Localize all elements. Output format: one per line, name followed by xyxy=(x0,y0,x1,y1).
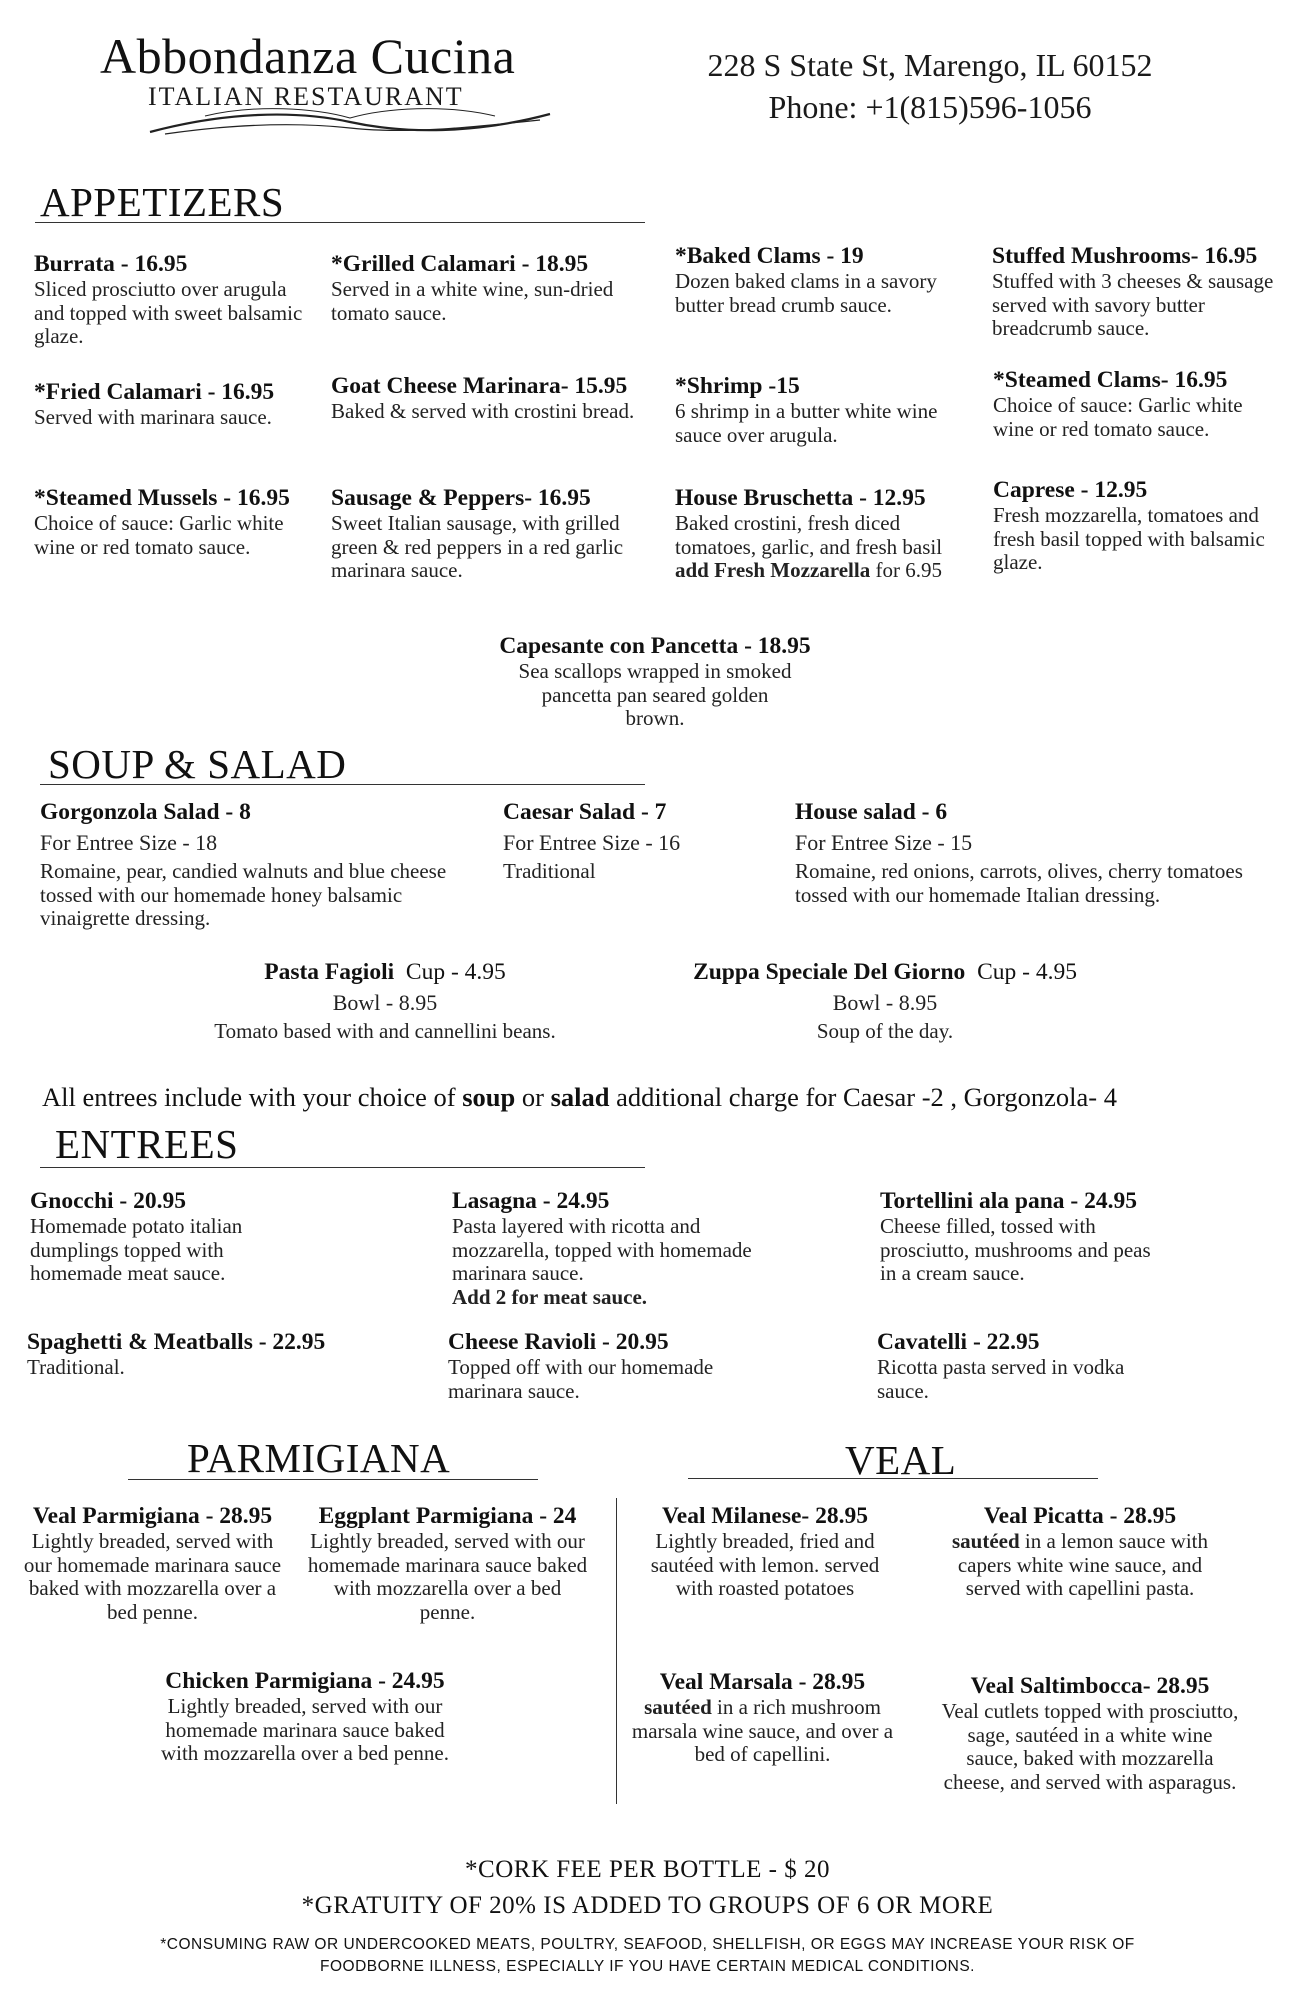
menu-item xyxy=(448,1328,768,1403)
menu-item xyxy=(331,250,661,325)
item-name: Lasagna - 24.95 xyxy=(452,1188,610,1214)
menu-item xyxy=(992,242,1282,341)
menu-item xyxy=(993,366,1283,441)
item-name: Veal Marsala - 28.95 xyxy=(659,1669,866,1695)
soup-item xyxy=(665,958,1105,1044)
item-desc-method: sautéed xyxy=(951,1529,1020,1553)
item-name: Veal Parmigiana - 28.95 xyxy=(32,1503,273,1529)
menu-item xyxy=(675,484,950,583)
item-name: Zuppa Speciale Del Giorno xyxy=(693,959,966,985)
veal-divider xyxy=(688,1478,1098,1479)
item-name: *Steamed Mussels - 16.95 xyxy=(34,485,290,511)
item-name: Caesar Salad - 7 xyxy=(503,799,667,825)
item-desc-text: Baked crostini, fresh diced tomatoes, garlic, and fresh basil xyxy=(675,511,943,559)
item-desc: Tomato based with and cannellini beans. xyxy=(214,1019,556,1043)
menu-item xyxy=(470,632,840,731)
item-desc: Sea scallops wrapped in smoked pancetta pan seared golden brown. xyxy=(518,659,792,730)
menu-item xyxy=(625,1668,900,1767)
item-desc: Lightly breaded, served with our homemade marinara sauce baked with mozzarella over a bed penne. xyxy=(23,1529,282,1624)
menu-item xyxy=(795,798,1255,907)
item-name: Spaghetti & Meatballs - 22.95 xyxy=(27,1329,326,1355)
menu-item xyxy=(145,1667,465,1766)
item-name: Cheese Ravioli - 20.95 xyxy=(448,1329,669,1355)
item-desc: Choice of sauce: Garlic white wine or red tomato sauce. xyxy=(34,511,284,559)
item-desc: 6 shrimp in a butter white wine sauce over arugula. xyxy=(675,399,938,447)
column-divider xyxy=(616,1498,617,1804)
item-desc: Topped off with our homemade marinara sauce. xyxy=(448,1355,714,1403)
item-desc: Lightly breaded, fried and sautéed with lemon. served with roasted potatoes xyxy=(650,1529,880,1600)
menu-item xyxy=(877,1328,1167,1403)
item-name: *Grilled Calamari - 18.95 xyxy=(331,251,589,277)
menu-item xyxy=(20,1502,285,1624)
restaurant-brand xyxy=(100,28,560,112)
item-desc: Dozen baked clams in a savory butter bread crumb sauce. xyxy=(675,269,937,317)
menu-item xyxy=(331,484,631,583)
item-desc: Traditional xyxy=(503,859,596,883)
item-name: Goat Cheese Marinara- 15.95 xyxy=(331,373,628,399)
flourish-ornament-icon xyxy=(145,104,555,144)
phone: Phone: +1(815)596-1056 xyxy=(768,89,1092,125)
item-desc-text: in a rich mushroom marsala wine sauce, and over a bed of capellini. xyxy=(631,1695,894,1766)
item-name: Chicken Parmigiana - 24.95 xyxy=(165,1668,445,1694)
item-name: *Steamed Clams- 16.95 xyxy=(993,367,1228,393)
cork-fee: *CORK FEE PER BOTTLE - $ 20 xyxy=(465,1856,830,1883)
menu-item xyxy=(930,1502,1230,1601)
menu-item xyxy=(305,1502,590,1624)
item-desc-addon: add Fresh Mozzarella xyxy=(675,558,871,582)
menu-item xyxy=(880,1187,1170,1286)
menu-item xyxy=(331,372,641,424)
item-name: Veal Milanese- 28.95 xyxy=(661,1503,869,1529)
item-desc: Served with marinara sauce. xyxy=(34,405,272,429)
item-desc: Fresh mozzarella, tomatoes and fresh basil topped with balsamic glaze. xyxy=(993,503,1265,574)
item-desc: Served in a white wine, sun-dried tomato sauce. xyxy=(331,277,614,325)
item-name: House Bruschetta - 12.95 xyxy=(675,485,926,511)
item-desc: Soup of the day. xyxy=(816,1019,954,1043)
menu-item xyxy=(452,1187,762,1309)
entrees-divider xyxy=(40,1167,645,1168)
appetizers-divider xyxy=(35,222,645,223)
item-desc-tail: for 6.95 xyxy=(875,558,942,582)
item-name: Veal Picatta - 28.95 xyxy=(983,1503,1177,1529)
item-desc: Ricotta pasta served in vodka sauce. xyxy=(877,1355,1125,1403)
address: 228 S State St, Marengo, IL 60152 xyxy=(707,47,1153,83)
item-name: *Baked Clams - 19 xyxy=(675,243,864,269)
item-desc xyxy=(675,512,950,583)
note-surcharge: additional charge for Caesar -2 , Gorgonzola- 4 xyxy=(616,1082,1117,1112)
parmigiana-divider xyxy=(128,1479,538,1480)
item-desc: Romaine, red onions, carrots, olives, cherry tomatoes tossed with our homemade Italian dressing. xyxy=(795,859,1243,907)
item-cup-price: Cup - 4.95 xyxy=(977,959,1077,985)
menu-item xyxy=(34,378,324,430)
item-desc: Romaine, pear, candied walnuts and blue cheese tossed with our homemade honey balsamic vinaigrette dressing. xyxy=(40,859,447,930)
item-desc: Pasta layered with ricotta and mozzarella, topped with homemade marinara sauce. xyxy=(452,1214,752,1285)
item-name: Caprese - 12.95 xyxy=(993,477,1148,503)
item-name: Eggplant Parmigiana - 24 xyxy=(318,1503,577,1529)
parmigiana-title: PARMIGIANA xyxy=(187,1435,451,1481)
menu-item xyxy=(675,242,960,317)
item-name: *Fried Calamari - 16.95 xyxy=(34,379,275,405)
item-desc: Stuffed with 3 cheeses & sausage served with savory butter breadcrumb sauce. xyxy=(992,269,1274,340)
item-desc: Lightly breaded, served with our homemade marinara sauce baked with mozzarella over a bed penne. xyxy=(160,1694,450,1765)
note-salad: salad xyxy=(550,1082,610,1112)
contact-info xyxy=(690,44,1170,128)
entrees-title: ENTREES xyxy=(55,1121,239,1167)
item-name: Gorgonzola Salad - 8 xyxy=(40,799,251,825)
item-desc: Baked & served with crostini bread. xyxy=(331,399,635,423)
item-name: Burrata - 16.95 xyxy=(34,251,188,277)
gratuity-note: *GRATUITY OF 20% IS ADDED TO GROUPS OF 6 OR MORE xyxy=(301,1892,994,1919)
health-warning xyxy=(0,1934,1295,1978)
menu-item xyxy=(675,372,950,447)
menu-item xyxy=(34,250,304,349)
item-cup-price: Cup - 4.95 xyxy=(405,959,506,985)
item-bowl-price: Bowl - 8.95 xyxy=(832,990,938,1015)
soup-salad-divider xyxy=(40,784,645,785)
menu-item xyxy=(940,1672,1240,1794)
item-bowl-price: Bowl - 8.95 xyxy=(332,990,438,1015)
menu-item xyxy=(27,1328,387,1380)
item-entree-size: For Entree Size - 15 xyxy=(795,830,973,855)
item-desc xyxy=(625,1696,900,1767)
item-desc-text: in a lemon sauce with capers white wine sauce, and served with capellini pasta. xyxy=(957,1529,1209,1600)
health-warning-line2: FOODBORNE ILLNESS, ESPECIALLY IF YOU HAVE CERTAIN MEDICAL CONDITIONS. xyxy=(320,1958,975,1975)
item-name: Stuffed Mushrooms- 16.95 xyxy=(992,243,1258,269)
item-desc xyxy=(930,1530,1230,1601)
menu-item xyxy=(630,1502,900,1601)
item-name: Gnocchi - 20.95 xyxy=(30,1188,187,1214)
veal-title: VEAL xyxy=(845,1437,957,1483)
item-entree-size: For Entree Size - 16 xyxy=(503,830,681,855)
item-desc: Choice of sauce: Garlic white wine or red tomato sauce. xyxy=(993,393,1243,441)
entree-note xyxy=(42,1082,1272,1113)
appetizers-title: APPETIZERS xyxy=(40,179,285,225)
soup-item xyxy=(170,958,600,1044)
restaurant-subtitle: ITALIAN RESTAURANT xyxy=(148,82,464,111)
item-desc: Veal cutlets topped with prosciutto, sage, sautéed in a white wine sauce, baked with mozzarella cheese, and served with asparagus. xyxy=(941,1699,1239,1794)
item-name: House salad - 6 xyxy=(795,799,948,825)
item-name: *Shrimp -15 xyxy=(675,373,800,399)
item-name: Pasta Fagioli xyxy=(264,959,395,985)
item-desc-method: sautéed xyxy=(644,1695,712,1719)
restaurant-name: Abbondanza Cucina xyxy=(100,28,516,84)
health-warning-line1: *CONSUMING RAW OR UNDERCOOKED MEATS, POULTRY, SEAFOOD, SHELLFISH, OR EGGS MAY INCREASE YOUR RISK OF xyxy=(160,1936,1135,1953)
menu-item xyxy=(40,798,460,931)
item-desc: Sweet Italian sausage, with grilled green & red peppers in a red garlic marinara sauce. xyxy=(331,511,624,582)
menu-item xyxy=(993,476,1273,575)
note-or: or xyxy=(521,1082,544,1112)
item-name: Veal Saltimbocca- 28.95 xyxy=(970,1673,1210,1699)
menu-item xyxy=(30,1187,300,1286)
item-name: Capesante con Pancetta - 18.95 xyxy=(499,633,811,659)
item-desc-extra: Add 2 for meat sauce. xyxy=(452,1284,648,1309)
item-desc: Cheese filled, tossed with prosciutto, mushrooms and peas in a cream sauce. xyxy=(880,1214,1151,1285)
item-desc: Lightly breaded, served with our homemade marinara sauce baked with mozzarella over a bed penne. xyxy=(307,1529,588,1624)
note-text: All entrees include with your choice of xyxy=(42,1082,456,1112)
item-entree-size: For Entree Size - 18 xyxy=(40,830,218,855)
soup-salad-title: SOUP & SALAD xyxy=(48,741,347,787)
menu-item xyxy=(34,484,304,559)
item-name: Sausage & Peppers- 16.95 xyxy=(331,485,591,511)
menu-item xyxy=(503,798,743,884)
item-name: Tortellini ala pana - 24.95 xyxy=(880,1188,1138,1214)
note-soup: soup xyxy=(462,1082,516,1112)
item-desc: Sliced prosciutto over arugula and topped with sweet balsamic glaze. xyxy=(34,277,303,348)
item-name: Cavatelli - 22.95 xyxy=(877,1329,1040,1355)
item-desc: Traditional. xyxy=(27,1355,125,1379)
item-desc: Homemade potato italian dumplings topped with homemade meat sauce. xyxy=(30,1214,243,1285)
